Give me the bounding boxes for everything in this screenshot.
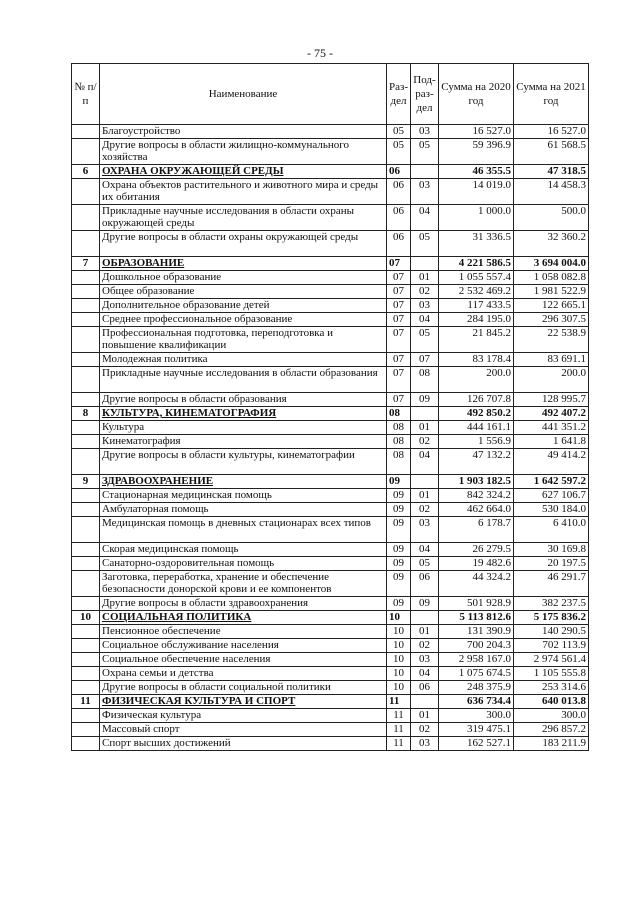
row-number [72,139,100,165]
row-sum-2020: 700 204.3 [439,639,514,653]
table-row [72,435,589,449]
row-podrazdel [411,611,439,625]
row-razdel: 09 [387,475,411,489]
row-podrazdel: 03 [411,299,439,313]
row-podrazdel: 01 [411,625,439,639]
row-sum-2020: 2 958 167.0 [439,653,514,667]
row-sum-2021: 441 351.2 [514,421,589,435]
row-name: Среднее профессиональное образование [100,313,387,327]
header-num: № п/п [72,64,100,125]
table-row [72,639,589,653]
row-razdel: 05 [387,125,411,139]
row-razdel: 09 [387,571,411,597]
row-name: Кинематография [100,435,387,449]
row-name: Охрана семьи и детства [100,667,387,681]
row-name: Другие вопросы в области культуры, кинематографии [100,449,387,475]
row-razdel: 08 [387,421,411,435]
row-number [72,421,100,435]
row-sum-2021: 382 237.5 [514,597,589,611]
row-name: Другие вопросы в области жилищно-коммунального хозяйства [100,139,387,165]
row-number: 11 [72,695,100,709]
row-razdel: 07 [387,257,411,271]
row-number [72,285,100,299]
row-name: Физическая культура [100,709,387,723]
row-name: ОБРАЗОВАНИЕ [100,257,387,271]
table-row [72,625,589,639]
row-number [72,125,100,139]
row-razdel: 07 [387,271,411,285]
row-razdel: 09 [387,597,411,611]
table-row [72,367,589,393]
row-sum-2020: 162 527.1 [439,737,514,751]
table-row [72,681,589,695]
row-razdel: 06 [387,231,411,257]
row-sum-2021: 30 169.8 [514,543,589,557]
table-row [72,313,589,327]
header-sum-2020: Сумма на 2020 год [439,64,514,125]
row-number: 6 [72,165,100,179]
row-name: Профессиональная подготовка, переподготовка и повышение квалификации [100,327,387,353]
row-sum-2020: 1 000.0 [439,205,514,231]
row-number [72,543,100,557]
header-name: Наименование [100,64,387,125]
row-sum-2020: 1 556.9 [439,435,514,449]
row-sum-2020: 26 279.5 [439,543,514,557]
row-name: Заготовка, переработка, хранение и обеспечение безопасности донорской крови и ее компонентов [100,571,387,597]
row-podrazdel: 01 [411,271,439,285]
row-sum-2020: 117 433.5 [439,299,514,313]
header-podrazdel: Под-раз-дел [411,64,439,125]
table-row [72,205,589,231]
table-row [72,503,589,517]
row-number [72,489,100,503]
row-razdel: 07 [387,367,411,393]
row-number [72,435,100,449]
row-razdel: 06 [387,205,411,231]
row-razdel: 10 [387,639,411,653]
row-number [72,557,100,571]
table-row [72,139,589,165]
table-row [72,179,589,205]
row-podrazdel: 01 [411,421,439,435]
row-podrazdel [411,695,439,709]
row-razdel: 11 [387,695,411,709]
row-podrazdel: 05 [411,139,439,165]
table-header-row [72,64,589,125]
row-number [72,299,100,313]
header-razdel: Раз-дел [387,64,411,125]
row-number [72,393,100,407]
row-podrazdel: 06 [411,681,439,695]
row-sum-2020: 31 336.5 [439,231,514,257]
row-number [72,179,100,205]
row-podrazdel: 03 [411,737,439,751]
row-sum-2020: 1 903 182.5 [439,475,514,489]
table-body [72,125,589,751]
row-podrazdel [411,257,439,271]
row-podrazdel: 03 [411,517,439,543]
row-sum-2020: 21 845.2 [439,327,514,353]
row-podrazdel: 05 [411,557,439,571]
row-sum-2021: 32 360.2 [514,231,589,257]
row-name: Санаторно-оздоровительная помощь [100,557,387,571]
row-podrazdel: 01 [411,489,439,503]
row-podrazdel [411,407,439,421]
row-sum-2020: 284 195.0 [439,313,514,327]
row-podrazdel [411,165,439,179]
row-sum-2021: 1 105 555.8 [514,667,589,681]
table-row [72,517,589,543]
row-razdel: 11 [387,723,411,737]
row-name: Массовый спорт [100,723,387,737]
row-sum-2020: 131 390.9 [439,625,514,639]
row-razdel: 10 [387,667,411,681]
row-sum-2020: 19 482.6 [439,557,514,571]
row-name: Дополнительное образование детей [100,299,387,313]
section-row [72,257,589,271]
row-sum-2020: 44 324.2 [439,571,514,597]
row-name: Другие вопросы в области образования [100,393,387,407]
row-name: СОЦИАЛЬНАЯ ПОЛИТИКА [100,611,387,625]
row-sum-2021: 296 307.5 [514,313,589,327]
section-row [72,475,589,489]
row-name: Пенсионное обеспечение [100,625,387,639]
row-sum-2021: 253 314.6 [514,681,589,695]
row-sum-2020: 46 355.5 [439,165,514,179]
row-sum-2020: 492 850.2 [439,407,514,421]
row-sum-2021: 702 113.9 [514,639,589,653]
row-sum-2021: 49 414.2 [514,449,589,475]
row-number [72,517,100,543]
row-sum-2020: 6 178.7 [439,517,514,543]
row-number [72,271,100,285]
row-name: Другие вопросы в области охраны окружающей среды [100,231,387,257]
table-row [72,597,589,611]
row-name: ОХРАНА ОКРУЖАЮЩЕЙ СРЕДЫ [100,165,387,179]
row-razdel: 08 [387,449,411,475]
row-podrazdel: 02 [411,639,439,653]
table-row [72,421,589,435]
table-row [72,571,589,597]
row-sum-2021: 1 641.8 [514,435,589,449]
row-number: 8 [72,407,100,421]
row-sum-2021: 2 974 561.4 [514,653,589,667]
row-podrazdel: 04 [411,205,439,231]
row-number [72,639,100,653]
row-number [72,449,100,475]
table-row [72,489,589,503]
table-row [72,557,589,571]
row-sum-2021: 46 291.7 [514,571,589,597]
budget-table [71,63,589,751]
row-name: Культура [100,421,387,435]
row-sum-2021: 3 694 004.0 [514,257,589,271]
row-podrazdel: 04 [411,667,439,681]
row-razdel: 07 [387,313,411,327]
row-razdel: 11 [387,709,411,723]
row-sum-2021: 20 197.5 [514,557,589,571]
row-sum-2020: 200.0 [439,367,514,393]
row-razdel: 10 [387,611,411,625]
row-number [72,367,100,393]
row-name: Другие вопросы в области социальной политики [100,681,387,695]
row-razdel: 10 [387,681,411,695]
table-row [72,449,589,475]
row-number [72,709,100,723]
table-row [72,285,589,299]
row-sum-2020: 5 113 812.6 [439,611,514,625]
row-sum-2021: 5 175 836.2 [514,611,589,625]
row-sum-2021: 22 538.9 [514,327,589,353]
row-sum-2020: 636 734.4 [439,695,514,709]
row-number: 7 [72,257,100,271]
row-sum-2020: 1 075 674.5 [439,667,514,681]
table-row [72,723,589,737]
row-razdel: 07 [387,393,411,407]
row-razdel: 10 [387,625,411,639]
row-podrazdel: 01 [411,709,439,723]
row-number [72,597,100,611]
section-row [72,611,589,625]
row-razdel: 09 [387,557,411,571]
row-number [72,327,100,353]
row-sum-2020: 501 928.9 [439,597,514,611]
section-row [72,695,589,709]
row-name: Общее образование [100,285,387,299]
row-number [72,653,100,667]
row-name: Социальное обслуживание населения [100,639,387,653]
row-razdel: 09 [387,489,411,503]
row-number [72,571,100,597]
row-razdel: 07 [387,353,411,367]
row-name: Стационарная медицинская помощь [100,489,387,503]
row-sum-2021: 640 013.8 [514,695,589,709]
row-razdel: 08 [387,407,411,421]
row-name: Благоустройство [100,125,387,139]
row-name: Спорт высших достижений [100,737,387,751]
row-sum-2020: 126 707.8 [439,393,514,407]
section-row [72,165,589,179]
row-podrazdel [411,475,439,489]
row-sum-2021: 492 407.2 [514,407,589,421]
row-number [72,667,100,681]
row-sum-2021: 14 458.3 [514,179,589,205]
row-sum-2021: 16 527.0 [514,125,589,139]
row-number [72,503,100,517]
row-sum-2020: 1 055 557.4 [439,271,514,285]
row-podrazdel: 07 [411,353,439,367]
row-podrazdel: 03 [411,125,439,139]
row-name: Медицинская помощь в дневных стационарах всех типов [100,517,387,543]
row-razdel: 07 [387,327,411,353]
row-sum-2021: 530 184.0 [514,503,589,517]
row-podrazdel: 04 [411,543,439,557]
row-sum-2021: 627 106.7 [514,489,589,503]
row-razdel: 09 [387,503,411,517]
row-sum-2020: 2 532 469.2 [439,285,514,299]
row-name: Дошкольное образование [100,271,387,285]
row-name: Социальное обеспечение населения [100,653,387,667]
row-podrazdel: 02 [411,723,439,737]
row-sum-2021: 140 290.5 [514,625,589,639]
table-row [72,667,589,681]
row-number [72,231,100,257]
row-podrazdel: 03 [411,179,439,205]
row-sum-2021: 83 691.1 [514,353,589,367]
header-sum-2021: Сумма на 2021 год [514,64,589,125]
row-razdel: 07 [387,285,411,299]
row-sum-2020: 59 396.9 [439,139,514,165]
row-number [72,737,100,751]
row-name: КУЛЬТУРА, КИНЕМАТОГРАФИЯ [100,407,387,421]
row-sum-2020: 248 375.9 [439,681,514,695]
row-sum-2020: 300.0 [439,709,514,723]
row-number [72,353,100,367]
row-razdel: 06 [387,179,411,205]
row-podrazdel: 08 [411,367,439,393]
row-name: Охрана объектов растительного и животного мира и среды их обитания [100,179,387,205]
row-name: Другие вопросы в области здравоохранения [100,597,387,611]
row-podrazdel: 09 [411,597,439,611]
row-podrazdel: 02 [411,285,439,299]
row-name: Прикладные научные исследования в области охраны окружающей среды [100,205,387,231]
row-sum-2021: 1 981 522.9 [514,285,589,299]
row-podrazdel: 04 [411,449,439,475]
row-sum-2020: 462 664.0 [439,503,514,517]
table-row [72,353,589,367]
row-sum-2021: 6 410.0 [514,517,589,543]
table-row [72,125,589,139]
row-sum-2021: 1 642 597.2 [514,475,589,489]
row-sum-2020: 842 324.2 [439,489,514,503]
row-sum-2020: 4 221 586.5 [439,257,514,271]
row-podrazdel: 04 [411,313,439,327]
table-row [72,231,589,257]
row-sum-2021: 47 318.5 [514,165,589,179]
row-sum-2021: 300.0 [514,709,589,723]
row-razdel: 05 [387,139,411,165]
row-name: Молодежная политика [100,353,387,367]
row-number [72,681,100,695]
row-sum-2021: 1 058 082.8 [514,271,589,285]
row-sum-2021: 128 995.7 [514,393,589,407]
row-name: Амбулаторная помощь [100,503,387,517]
row-razdel: 10 [387,653,411,667]
row-podrazdel: 02 [411,503,439,517]
row-podrazdel: 03 [411,653,439,667]
row-sum-2020: 83 178.4 [439,353,514,367]
row-razdel: 06 [387,165,411,179]
row-number [72,313,100,327]
row-sum-2021: 61 568.5 [514,139,589,165]
row-sum-2020: 47 132.2 [439,449,514,475]
table-row [72,543,589,557]
table-row [72,299,589,313]
row-number [72,625,100,639]
table-row [72,653,589,667]
row-name: ФИЗИЧЕСКАЯ КУЛЬТУРА И СПОРТ [100,695,387,709]
row-razdel: 09 [387,517,411,543]
row-number [72,205,100,231]
row-sum-2020: 14 019.0 [439,179,514,205]
row-name: Прикладные научные исследования в области образования [100,367,387,393]
row-sum-2020: 16 527.0 [439,125,514,139]
section-row [72,407,589,421]
row-podrazdel: 02 [411,435,439,449]
row-sum-2021: 183 211.9 [514,737,589,751]
row-number [72,723,100,737]
row-podrazdel: 05 [411,231,439,257]
table-row [72,327,589,353]
row-number: 10 [72,611,100,625]
row-name: ЗДРАВООХРАНЕНИЕ [100,475,387,489]
row-podrazdel: 09 [411,393,439,407]
page-number: - 75 - [307,46,333,60]
row-razdel: 11 [387,737,411,751]
table-row [72,709,589,723]
row-sum-2020: 319 475.1 [439,723,514,737]
table-row [72,271,589,285]
row-razdel: 09 [387,543,411,557]
row-sum-2021: 296 857.2 [514,723,589,737]
row-podrazdel: 05 [411,327,439,353]
row-razdel: 07 [387,299,411,313]
row-sum-2021: 200.0 [514,367,589,393]
table-row [72,393,589,407]
table-row [72,737,589,751]
row-number: 9 [72,475,100,489]
row-name: Скорая медицинская помощь [100,543,387,557]
row-sum-2021: 122 665.1 [514,299,589,313]
row-razdel: 08 [387,435,411,449]
row-sum-2020: 444 161.1 [439,421,514,435]
row-podrazdel: 06 [411,571,439,597]
row-sum-2021: 500.0 [514,205,589,231]
